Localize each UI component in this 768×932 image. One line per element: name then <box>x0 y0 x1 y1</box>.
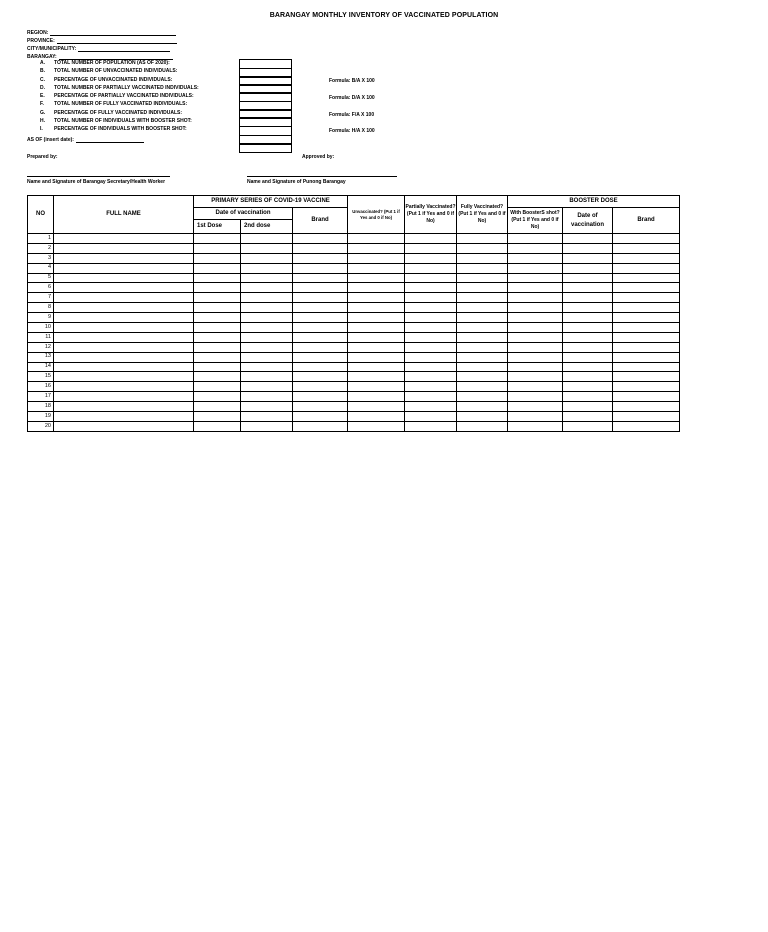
table-cell[interactable] <box>293 293 348 303</box>
row-number: 1 <box>28 234 54 244</box>
table-cell[interactable] <box>348 263 405 273</box>
table-cell[interactable] <box>348 303 405 313</box>
table-cell[interactable] <box>508 362 563 372</box>
table-cell[interactable] <box>405 283 457 293</box>
item-letter: E. <box>40 93 45 99</box>
table-cell[interactable] <box>563 362 613 372</box>
approved-by-label: Approved by: <box>302 154 335 160</box>
signature-line-left[interactable] <box>27 176 170 177</box>
table-cell[interactable] <box>241 352 293 362</box>
table-cell[interactable] <box>563 382 613 392</box>
table-cell[interactable] <box>508 293 563 303</box>
table-cell[interactable] <box>348 234 405 244</box>
table-cell[interactable] <box>241 283 293 293</box>
region-label: REGION: <box>27 30 49 36</box>
table-cell[interactable] <box>508 234 563 244</box>
table-cell[interactable] <box>613 253 680 263</box>
table-cell[interactable] <box>194 323 241 333</box>
city-label: CITY/MUNICIPALITY: <box>27 46 77 52</box>
item-text: TOTAL NUMBER OF UNVACCINATED INDIVIDUALS: <box>54 68 178 74</box>
table-row <box>28 372 680 382</box>
table-cell[interactable] <box>293 283 348 293</box>
table-cell[interactable] <box>405 372 457 382</box>
row-number: 9 <box>28 313 54 323</box>
table-cell[interactable] <box>563 234 613 244</box>
table-cell[interactable] <box>194 273 241 283</box>
table-cell[interactable] <box>194 263 241 273</box>
header-fully-vaccinated: Fully Vaccinated? (Put 1 if Yes and 0 if No) <box>457 196 508 234</box>
table-cell[interactable] <box>194 243 241 253</box>
table-cell[interactable] <box>457 372 508 382</box>
form-title: BARANGAY MONTHLY INVENTORY OF VACCINATED POPULATION <box>269 12 499 19</box>
table-cell[interactable] <box>194 293 241 303</box>
table-cell[interactable] <box>241 313 293 323</box>
table-cell[interactable] <box>457 293 508 303</box>
header-booster-dose: BOOSTER DOSE <box>508 196 680 208</box>
table-cell[interactable] <box>563 293 613 303</box>
table-cell[interactable] <box>563 332 613 342</box>
table-cell[interactable] <box>613 293 680 303</box>
table-cell[interactable] <box>457 323 508 333</box>
table-cell[interactable] <box>613 283 680 293</box>
table-cell[interactable] <box>241 392 293 402</box>
province-label: PROVINCE: <box>27 38 55 44</box>
table-cell[interactable] <box>241 293 293 303</box>
table-cell[interactable] <box>54 234 194 244</box>
table-cell[interactable] <box>457 243 508 253</box>
table-cell[interactable] <box>613 342 680 352</box>
table-cell[interactable] <box>405 382 457 392</box>
table-cell[interactable] <box>348 421 405 431</box>
signature-caption-right: Name and Signature of Punong Barangay <box>247 179 346 185</box>
table-cell[interactable] <box>508 253 563 263</box>
row-number: 19 <box>28 412 54 422</box>
table-cell[interactable] <box>563 342 613 352</box>
table-cell[interactable] <box>293 253 348 263</box>
row-number: 5 <box>28 273 54 283</box>
table-cell[interactable] <box>293 392 348 402</box>
table-cell[interactable] <box>241 323 293 333</box>
table-cell[interactable] <box>563 402 613 412</box>
header-full-name: FULL NAME <box>54 196 194 234</box>
item-text: TOTAL NUMBER OF POPULATION (AS OF 2020): <box>54 60 170 66</box>
item-text: PERCENTAGE OF UNVACCINATED INDIVIDUALS: <box>54 77 173 83</box>
table-cell[interactable] <box>293 412 348 422</box>
table-cell[interactable] <box>293 362 348 372</box>
table-cell[interactable] <box>457 234 508 244</box>
table-row <box>28 273 680 283</box>
table-cell[interactable] <box>194 283 241 293</box>
table-cell[interactable] <box>348 382 405 392</box>
table-cell[interactable] <box>348 352 405 362</box>
table-cell[interactable] <box>194 234 241 244</box>
table-cell[interactable] <box>194 402 241 412</box>
table-cell[interactable] <box>405 323 457 333</box>
header-unvaccinated: Unvaccinated? (Put 1 if Yes and 0 if No) <box>348 196 405 234</box>
table-cell[interactable] <box>508 283 563 293</box>
signature-caption-left: Name and Signature of Barangay Secretary/Health Worker <box>27 179 166 185</box>
table-cell[interactable] <box>293 263 348 273</box>
table-cell[interactable] <box>54 342 194 352</box>
table-cell[interactable] <box>194 382 241 392</box>
table-cell[interactable] <box>405 421 457 431</box>
table-cell[interactable] <box>563 253 613 263</box>
table-cell[interactable] <box>293 372 348 382</box>
table-cell[interactable] <box>348 372 405 382</box>
barangay-field[interactable] <box>27 52 173 60</box>
row-number: 17 <box>28 392 54 402</box>
table-cell[interactable] <box>508 412 563 422</box>
table-cell[interactable] <box>405 273 457 283</box>
table-cell[interactable] <box>457 313 508 323</box>
table-cell[interactable] <box>563 313 613 323</box>
table-cell[interactable] <box>241 421 293 431</box>
table-cell[interactable] <box>293 352 348 362</box>
table-cell[interactable] <box>348 253 405 263</box>
table-cell[interactable] <box>457 352 508 362</box>
table-cell[interactable] <box>508 342 563 352</box>
table-cell[interactable] <box>613 273 680 283</box>
table-cell[interactable] <box>457 273 508 283</box>
item-text: TOTAL NUMBER OF PARTIALLY VACCINATED INDIVIDUALS: <box>54 85 199 91</box>
table-cell[interactable] <box>457 412 508 422</box>
table-cell[interactable] <box>348 243 405 253</box>
item-letter: A. <box>40 60 45 66</box>
table-row <box>28 392 680 402</box>
header-brand: Brand <box>293 208 348 234</box>
table-cell[interactable] <box>613 323 680 333</box>
table-cell[interactable] <box>241 263 293 273</box>
table-row <box>28 362 680 372</box>
table-row <box>28 234 680 244</box>
prepared-by-label: Prepared by: <box>27 154 58 160</box>
table-cell[interactable] <box>613 234 680 244</box>
header-with-booster: With BoosterS shot? (Put 1 if Yes and 0 if No) <box>508 208 563 234</box>
item-letter: H. <box>40 118 45 124</box>
table-cell[interactable] <box>194 332 241 342</box>
table-cell[interactable] <box>405 253 457 263</box>
item-text: PERCENTAGE OF PARTIALLY VACCINATED INDIVIDUALS: <box>54 93 194 99</box>
table-cell[interactable] <box>613 382 680 392</box>
table-cell[interactable] <box>405 362 457 372</box>
table-cell[interactable] <box>241 402 293 412</box>
table-cell[interactable] <box>405 412 457 422</box>
table-cell[interactable] <box>194 372 241 382</box>
table-cell[interactable] <box>508 313 563 323</box>
table-cell[interactable] <box>54 313 194 323</box>
item-b <box>40 69 177 77</box>
table-cell[interactable] <box>457 392 508 402</box>
table-cell[interactable] <box>405 293 457 303</box>
table-cell[interactable] <box>54 392 194 402</box>
row-number: 15 <box>28 372 54 382</box>
table-cell[interactable] <box>241 362 293 372</box>
table-cell[interactable] <box>241 382 293 392</box>
table-cell[interactable] <box>613 313 680 323</box>
province-field[interactable] <box>27 36 177 44</box>
table-cell[interactable] <box>54 402 194 412</box>
answer-box-extra[interactable] <box>239 143 292 153</box>
table-cell[interactable] <box>457 382 508 392</box>
item-letter: B. <box>40 68 45 74</box>
table-cell[interactable] <box>293 243 348 253</box>
table-cell[interactable] <box>241 342 293 352</box>
row-number: 18 <box>28 402 54 412</box>
table-cell[interactable] <box>348 402 405 412</box>
table-cell[interactable] <box>613 303 680 313</box>
table-cell[interactable] <box>563 263 613 273</box>
header-no: NO <box>28 196 54 234</box>
table-cell[interactable] <box>241 372 293 382</box>
header-booster-date: Date of vaccination <box>563 208 613 234</box>
row-number: 12 <box>28 342 54 352</box>
row-number: 2 <box>28 243 54 253</box>
table-cell[interactable] <box>405 263 457 273</box>
table-cell[interactable] <box>293 332 348 342</box>
table-cell[interactable] <box>405 313 457 323</box>
table-row <box>28 283 680 293</box>
table-cell[interactable] <box>54 372 194 382</box>
table-cell[interactable] <box>348 273 405 283</box>
table-cell[interactable] <box>613 243 680 253</box>
item-letter: D. <box>40 85 45 91</box>
table-row <box>28 293 680 303</box>
table-cell[interactable] <box>563 323 613 333</box>
table-row <box>28 342 680 352</box>
table-cell[interactable] <box>348 323 405 333</box>
table-cell[interactable] <box>405 342 457 352</box>
table-cell[interactable] <box>348 293 405 303</box>
table-cell[interactable] <box>457 342 508 352</box>
table-cell[interactable] <box>293 273 348 283</box>
table-cell[interactable] <box>293 323 348 333</box>
as-of-label: AS OF (insert date): <box>27 137 74 143</box>
table-row <box>28 352 680 362</box>
signature-line-right[interactable] <box>247 176 397 177</box>
table-cell[interactable] <box>405 243 457 253</box>
table-cell[interactable] <box>54 412 194 422</box>
table-cell[interactable] <box>293 402 348 412</box>
item-letter: F. <box>40 101 44 107</box>
table-cell[interactable] <box>563 412 613 422</box>
table-cell[interactable] <box>194 303 241 313</box>
table-cell[interactable] <box>194 313 241 323</box>
table-cell[interactable] <box>508 382 563 392</box>
table-cell[interactable] <box>563 392 613 402</box>
table-row <box>28 421 680 431</box>
table-cell[interactable] <box>241 243 293 253</box>
table-cell[interactable] <box>54 273 194 283</box>
table-cell[interactable] <box>54 323 194 333</box>
table-row <box>28 243 680 253</box>
table-cell[interactable] <box>194 342 241 352</box>
table-cell[interactable] <box>457 421 508 431</box>
table-cell[interactable] <box>508 273 563 283</box>
table-cell[interactable] <box>457 332 508 342</box>
formula-c: Formula: B/A X 100 <box>329 78 375 84</box>
table-cell[interactable] <box>348 362 405 372</box>
table-cell[interactable] <box>563 421 613 431</box>
table-cell[interactable] <box>508 352 563 362</box>
table-cell[interactable] <box>194 392 241 402</box>
table-cell[interactable] <box>348 412 405 422</box>
table-cell[interactable] <box>241 412 293 422</box>
table-cell[interactable] <box>293 234 348 244</box>
item-text: TOTAL NUMBER OF FULLY VACCINATED INDIVIDUALS: <box>54 101 188 107</box>
table-cell[interactable] <box>293 313 348 323</box>
item-i <box>40 127 187 135</box>
header-primary-series: PRIMARY SERIES OF COVID-19 VACCINE <box>194 196 348 208</box>
table-cell[interactable] <box>241 332 293 342</box>
table-cell[interactable] <box>348 283 405 293</box>
barangay-label: BARANGAY: <box>27 54 57 60</box>
table-row <box>28 412 680 422</box>
table-cell[interactable] <box>241 273 293 283</box>
item-letter: I. <box>40 126 43 132</box>
table-cell[interactable] <box>613 392 680 402</box>
table-cell[interactable] <box>613 412 680 422</box>
table-cell[interactable] <box>54 362 194 372</box>
table-cell[interactable] <box>54 303 194 313</box>
table-cell[interactable] <box>457 253 508 263</box>
table-cell[interactable] <box>194 352 241 362</box>
table-row <box>28 402 680 412</box>
table-cell[interactable] <box>405 392 457 402</box>
table-cell[interactable] <box>508 332 563 342</box>
table-cell[interactable] <box>54 421 194 431</box>
header-booster-brand: Brand <box>613 208 680 234</box>
table-cell[interactable] <box>54 253 194 263</box>
table-cell[interactable] <box>405 352 457 362</box>
table-cell[interactable] <box>54 352 194 362</box>
header-first-dose: 1st Dose <box>194 220 241 234</box>
table-cell[interactable] <box>348 313 405 323</box>
table-cell[interactable] <box>457 263 508 273</box>
row-number: 6 <box>28 283 54 293</box>
table-cell[interactable] <box>54 293 194 303</box>
item-text: PERCENTAGE OF INDIVIDUALS WITH BOOSTER SHOT: <box>54 126 187 132</box>
region-field[interactable] <box>27 28 176 36</box>
table-cell[interactable] <box>54 382 194 392</box>
table-cell[interactable] <box>613 362 680 372</box>
table-cell[interactable] <box>293 382 348 392</box>
table-cell[interactable] <box>405 332 457 342</box>
table-cell[interactable] <box>457 402 508 412</box>
table-cell[interactable] <box>194 412 241 422</box>
formula-g: Formula: F/A X 100 <box>329 112 375 118</box>
table-row <box>28 253 680 263</box>
table-cell[interactable] <box>241 303 293 313</box>
table-cell[interactable] <box>613 372 680 382</box>
as-of-field[interactable] <box>27 135 144 143</box>
table-cell[interactable] <box>457 283 508 293</box>
table-cell[interactable] <box>563 303 613 313</box>
table-row <box>28 313 680 323</box>
table-cell[interactable] <box>563 372 613 382</box>
table-cell[interactable] <box>563 243 613 253</box>
table-cell[interactable] <box>563 273 613 283</box>
table-cell[interactable] <box>508 372 563 382</box>
inventory-table <box>27 195 680 432</box>
header-partially-vaccinated: Partially Vaccinated? (Put 1 if Yes and 0 if No) <box>405 196 457 234</box>
table-row <box>28 332 680 342</box>
table-cell[interactable] <box>613 402 680 412</box>
table-cell[interactable] <box>194 253 241 263</box>
item-f <box>40 102 187 110</box>
table-row <box>28 382 680 392</box>
table-cell[interactable] <box>405 303 457 313</box>
table-cell[interactable] <box>613 263 680 273</box>
item-letter: G. <box>40 110 46 116</box>
table-row <box>28 323 680 333</box>
table-cell[interactable] <box>508 243 563 253</box>
table-cell[interactable] <box>54 332 194 342</box>
row-number: 16 <box>28 382 54 392</box>
table-cell[interactable] <box>241 253 293 263</box>
table-cell[interactable] <box>194 362 241 372</box>
table-cell[interactable] <box>54 243 194 253</box>
row-number: 11 <box>28 332 54 342</box>
table-row <box>28 303 680 313</box>
header-second-dose: 2nd dose <box>241 220 293 234</box>
table-cell[interactable] <box>405 402 457 412</box>
table-cell[interactable] <box>508 263 563 273</box>
table-cell[interactable] <box>457 303 508 313</box>
table-cell[interactable] <box>241 234 293 244</box>
table-cell[interactable] <box>563 352 613 362</box>
item-text: TOTAL NUMBER OF INDIVIDUALS WITH BOOSTER SHOT: <box>54 118 192 124</box>
table-cell[interactable] <box>508 421 563 431</box>
table-cell[interactable] <box>54 263 194 273</box>
table-row <box>28 263 680 273</box>
row-number: 8 <box>28 303 54 313</box>
item-text: PERCENTAGE OF FULLY VACCINATED INDIVIDUALS: <box>54 110 183 116</box>
row-number: 13 <box>28 352 54 362</box>
item-letter: C. <box>40 77 45 83</box>
as-of-blank[interactable] <box>76 138 144 143</box>
table-cell[interactable] <box>54 283 194 293</box>
row-number: 10 <box>28 323 54 333</box>
table-cell[interactable] <box>405 234 457 244</box>
table-cell[interactable] <box>194 421 241 431</box>
table-cell[interactable] <box>348 392 405 402</box>
table-cell[interactable] <box>293 421 348 431</box>
table-cell[interactable] <box>348 342 405 352</box>
table-cell[interactable] <box>563 283 613 293</box>
row-number: 3 <box>28 253 54 263</box>
table-cell[interactable] <box>613 421 680 431</box>
row-number: 14 <box>28 362 54 372</box>
table-cell[interactable] <box>613 332 680 342</box>
table-cell[interactable] <box>508 402 563 412</box>
table-cell[interactable] <box>613 352 680 362</box>
row-number: 7 <box>28 293 54 303</box>
row-number: 4 <box>28 263 54 273</box>
table-cell[interactable] <box>348 332 405 342</box>
table-cell[interactable] <box>293 303 348 313</box>
row-number: 20 <box>28 421 54 431</box>
header-date-of-vaccination: Date of vaccination <box>194 208 293 220</box>
formula-i: Formula: H/A X 100 <box>329 128 375 134</box>
table-cell[interactable] <box>508 392 563 402</box>
city-field[interactable] <box>27 44 170 52</box>
formula-e: Formula: D/A X 100 <box>329 95 375 101</box>
table-cell[interactable] <box>293 342 348 352</box>
table-cell[interactable] <box>508 303 563 313</box>
table-cell[interactable] <box>457 362 508 372</box>
table-cell[interactable] <box>508 323 563 333</box>
